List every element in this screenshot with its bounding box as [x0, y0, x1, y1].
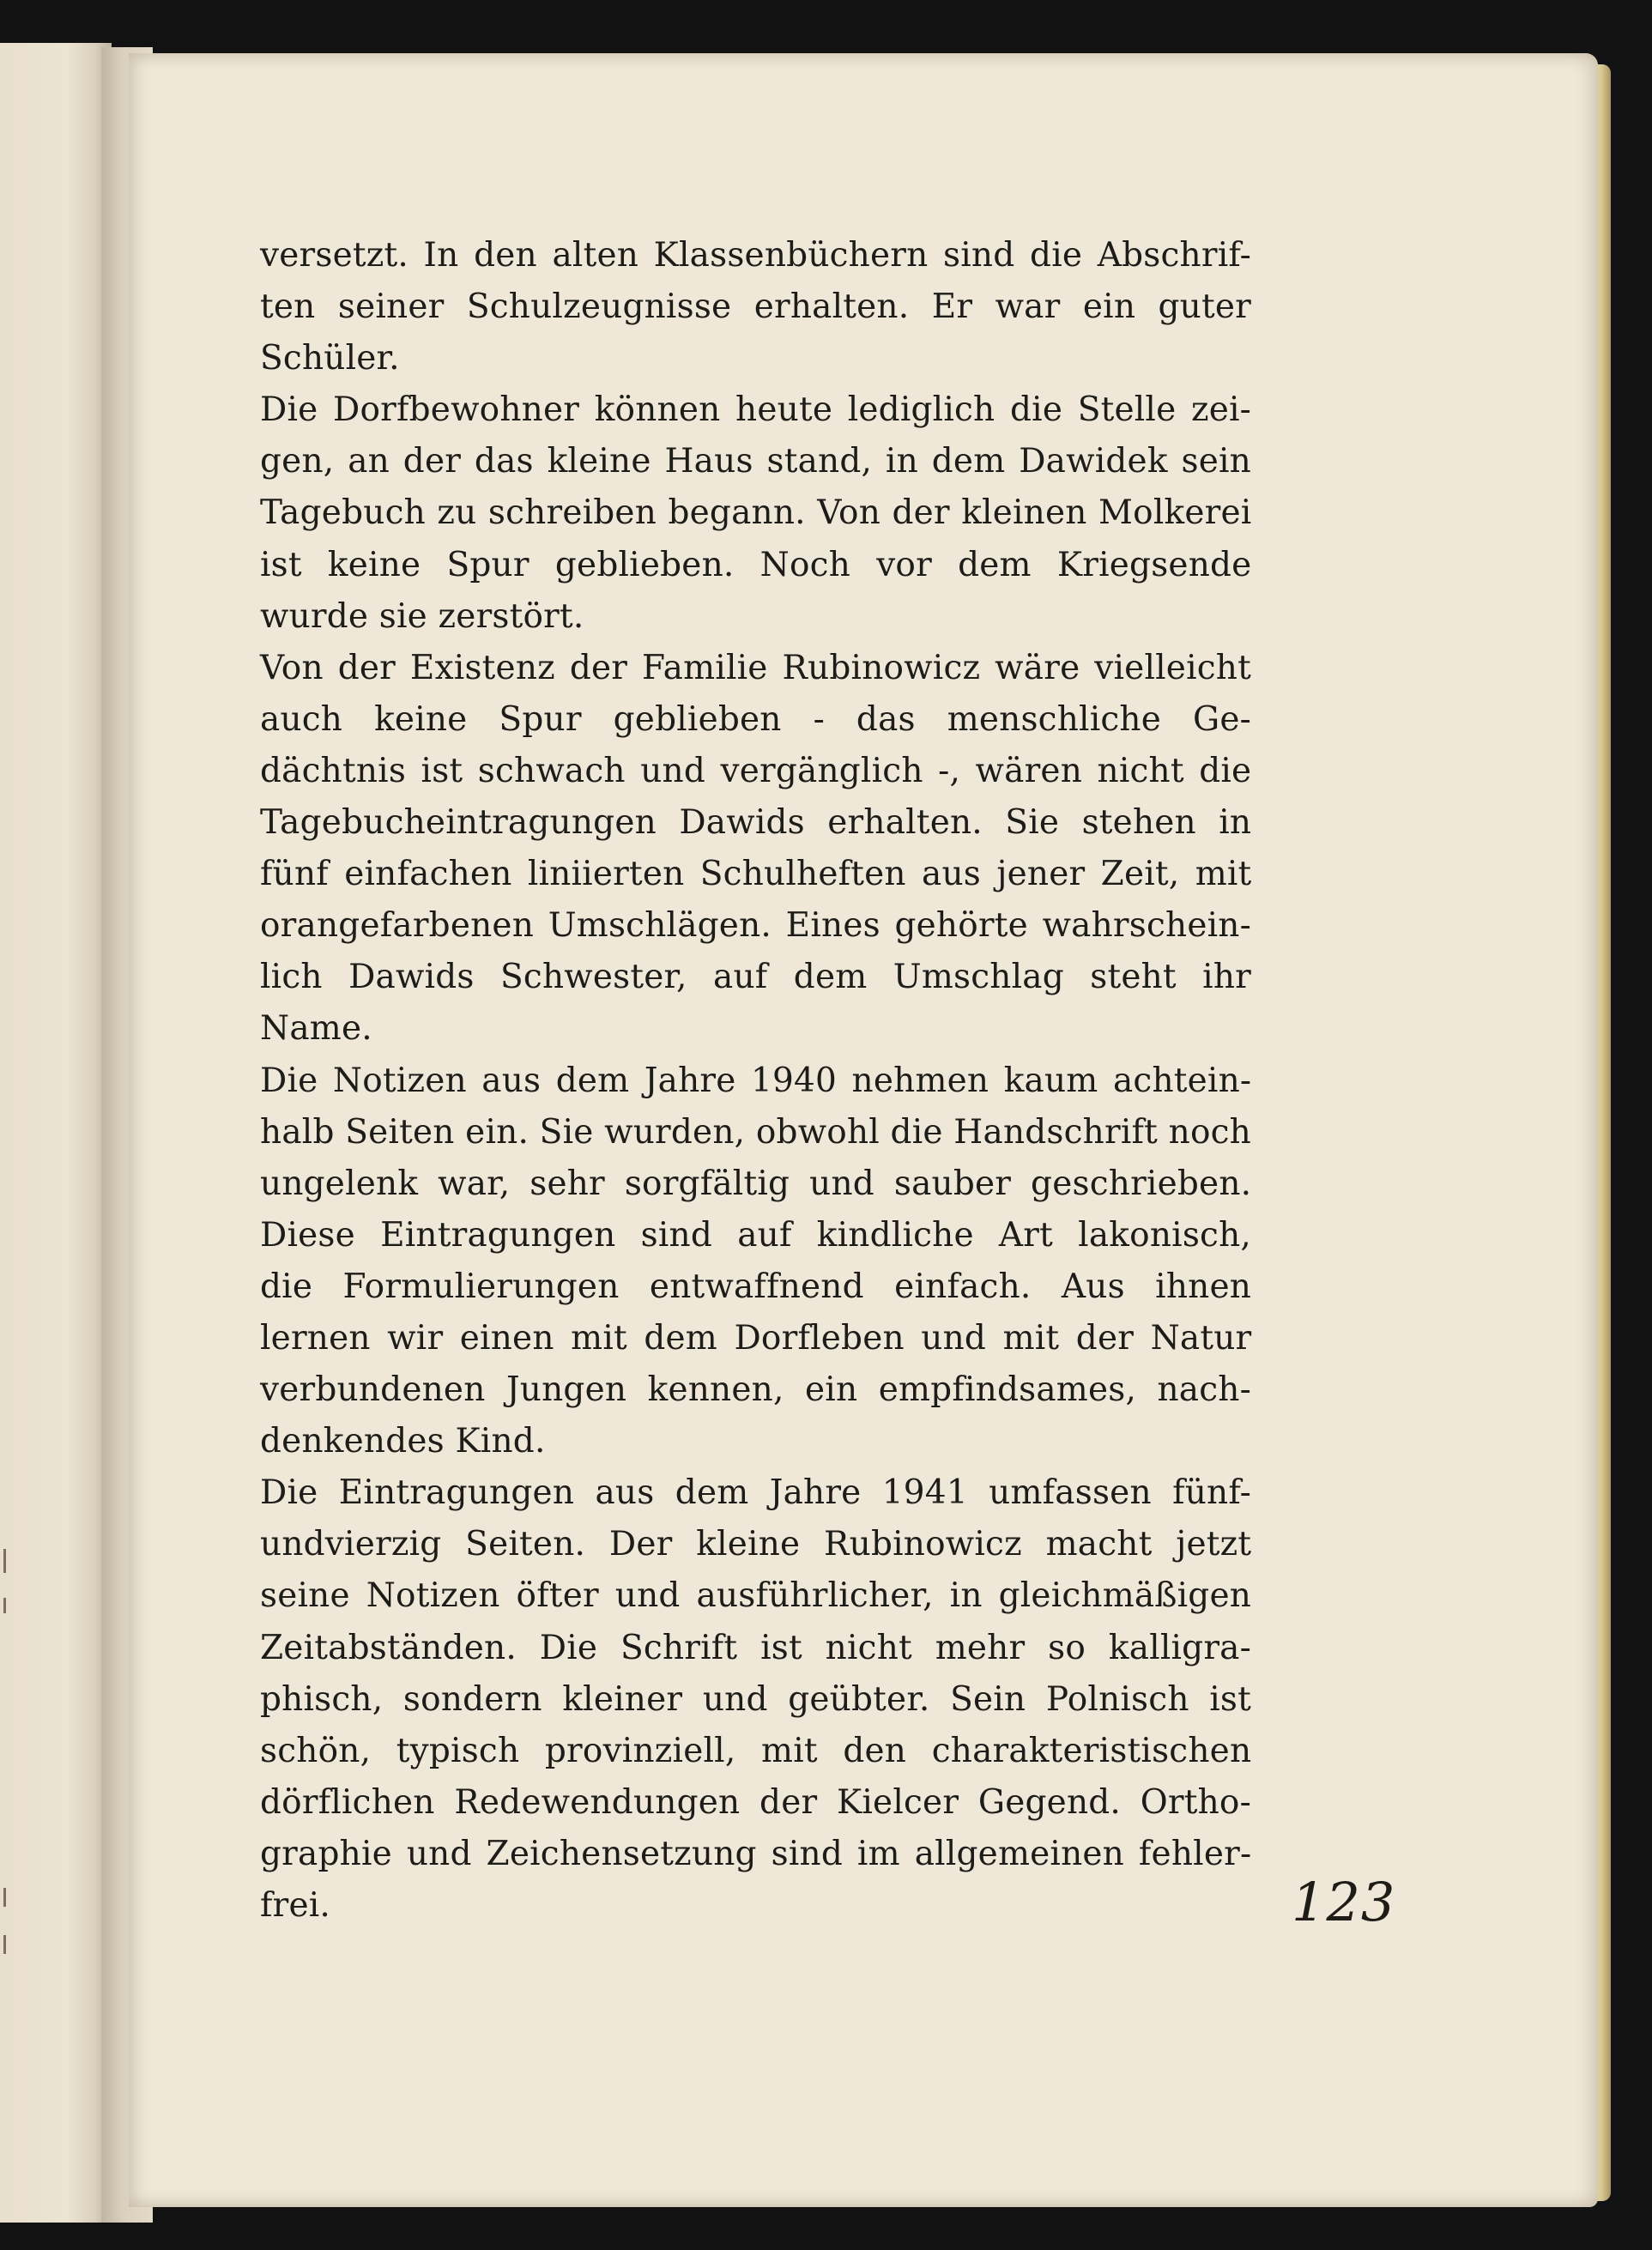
body-text	[260, 230, 1251, 1932]
text-line: Schüler.	[260, 339, 400, 378]
text-line: ist keine Spur geblieben. Noch vor dem Kriegsende	[260, 545, 1252, 584]
paragraph	[260, 1467, 1251, 1932]
text-line: frei.	[260, 1886, 331, 1925]
text-line: seine Notizen öfter und ausführlicher, in gleichmäßigen	[260, 1576, 1252, 1616]
text-line: fünf einfachen liniierten Schulheften aus jener Zeit, mit	[260, 855, 1252, 894]
paragraph	[260, 384, 1251, 642]
text-line: wurde sie zerstört.	[260, 596, 584, 636]
margin-mark	[3, 1935, 6, 1954]
text-line: gen, an der das kleine Haus stand, in dem Dawidek sein	[260, 442, 1251, 481]
previous-page-edge	[0, 43, 112, 2223]
text-line: Die Dorfbewohner können heute lediglich die Stelle zei-	[260, 390, 1252, 430]
text-line: lich Dawids Schwester, auf dem Umschlag steht ihr	[260, 958, 1251, 997]
paragraph	[260, 230, 1251, 384]
text-line: auch keine Spur geblieben - das menschliche Ge-	[260, 699, 1251, 739]
margin-mark	[3, 1598, 6, 1613]
margin-mark	[3, 1549, 6, 1573]
text-line: Von der Existenz der Familie Rubinowicz wäre vielleicht	[260, 648, 1251, 687]
text-line: Tagebuch zu schreiben begann. Von der kleinen Molkerei	[260, 493, 1252, 533]
text-line: Tagebucheintragungen Dawids erhalten. Sie stehen in	[260, 803, 1252, 843]
text-line: graphie und Zeichensetzung sind im allgemeinen fehler-	[260, 1834, 1252, 1873]
text-line: undvierzig Seiten. Der kleine Rubinowicz macht jetzt	[260, 1525, 1252, 1564]
margin-mark	[3, 1888, 6, 1907]
text-line: dächtnis ist schwach und vergänglich -, wären nicht die	[260, 751, 1252, 790]
page-number: 123	[1292, 1871, 1396, 1933]
text-line: versetzt. In den alten Klassenbüchern sind die Abschrif-	[260, 236, 1251, 275]
text-line: verbundenen Jungen kennen, ein empfindsames, nach-	[260, 1370, 1251, 1410]
text-line: Die Notizen aus dem Jahre 1940 nehmen kaum achtein-	[260, 1061, 1252, 1100]
text-line: die Formulierungen entwaffnend einfach. Aus ihnen	[260, 1267, 1252, 1306]
text-line: Die Eintragungen aus dem Jahre 1941 umfassen fünf-	[260, 1473, 1251, 1513]
paragraph	[260, 643, 1251, 1055]
text-line: Zeitabständen. Die Schrift ist nicht mehr so kalligra-	[260, 1628, 1251, 1667]
text-line: orangefarbenen Umschlägen. Eines gehörte wahrschein-	[260, 906, 1251, 946]
paragraph	[260, 1055, 1251, 1468]
text-line: ten seiner Schulzeugnisse erhalten. Er war ein guter	[260, 287, 1251, 327]
text-line: denkendes Kind.	[260, 1422, 546, 1461]
text-line: lernen wir einen mit dem Dorfleben und mit der Natur	[260, 1318, 1252, 1358]
text-line: Name.	[260, 1009, 372, 1049]
text-line: phisch, sondern kleiner und geübter. Sein Polnisch ist	[260, 1679, 1251, 1719]
text-line: dörflichen Redewendungen der Kielcer Gegend. Ortho-	[260, 1782, 1251, 1822]
text-line: Diese Eintragungen sind auf kindliche Art lakonisch,	[260, 1215, 1251, 1255]
text-line: ungelenk war, sehr sorgfältig und sauber geschrieben.	[260, 1164, 1252, 1203]
text-line: schön, typisch provinziell, mit den charakteristischen	[260, 1731, 1252, 1770]
text-line: halb Seiten ein. Sie wurden, obwohl die Handschrift noch	[260, 1112, 1251, 1152]
